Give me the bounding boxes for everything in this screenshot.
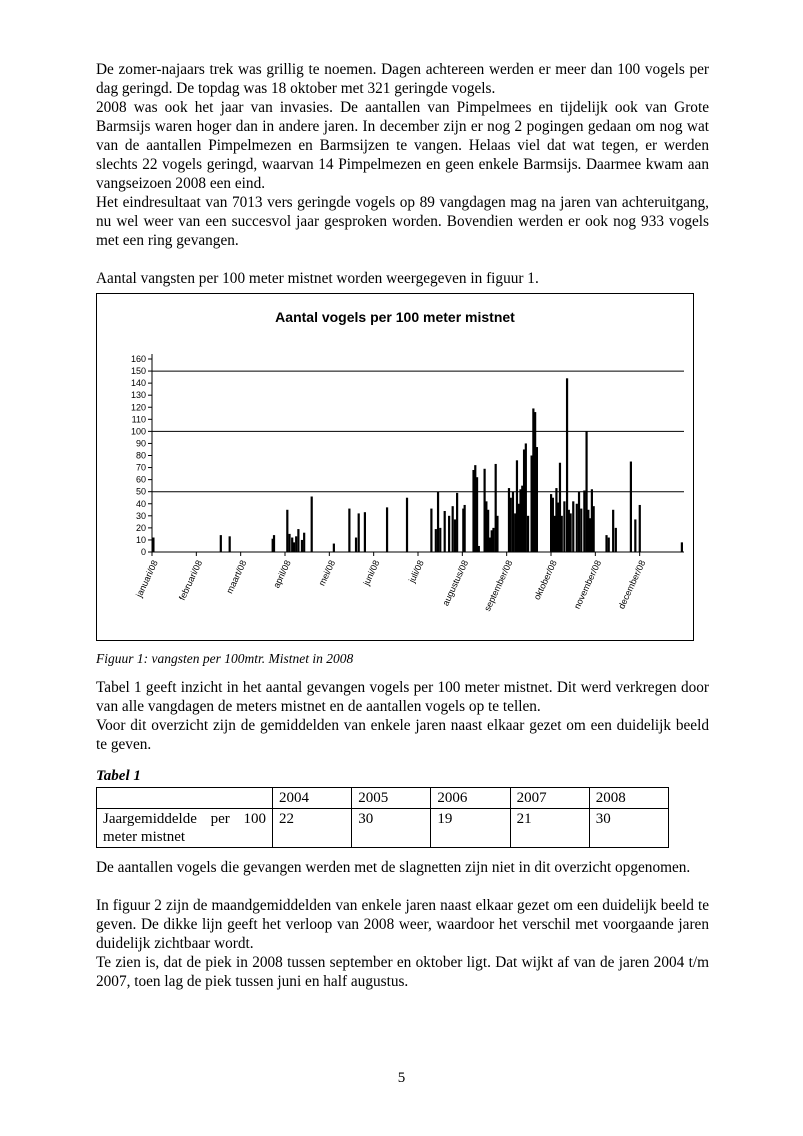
- y-tick-label: 60: [135, 474, 146, 485]
- bar: [311, 497, 313, 552]
- bar: [572, 501, 574, 552]
- bar: [576, 504, 578, 552]
- bar: [580, 509, 582, 552]
- x-tick-label: februari/08: [176, 558, 205, 602]
- bar: [452, 506, 454, 552]
- bar: [293, 542, 295, 552]
- x-tick-label: januari/08: [134, 558, 160, 599]
- bar: [634, 519, 636, 552]
- bar: [510, 498, 512, 552]
- y-tick-label: 50: [135, 486, 146, 497]
- bar: [608, 538, 610, 552]
- page-content: [96, 60, 709, 991]
- bar: [333, 544, 335, 552]
- bar: [527, 516, 529, 552]
- table-value-cell: 22: [273, 809, 352, 848]
- x-tick-label: december/08: [616, 558, 648, 611]
- y-tick-label: 160: [130, 354, 146, 364]
- bar: [563, 501, 565, 552]
- table-corner-cell: [97, 788, 273, 809]
- table-year-cell: 2008: [589, 788, 668, 809]
- table-value-cell: 30: [352, 809, 431, 848]
- y-tick-label: 140: [130, 378, 146, 389]
- y-tick-label: 150: [130, 366, 146, 377]
- paragraph: De zomer-najaars trek was grillig te noemen. Dagen achtereen werden er meer dan 100 vogels per dag geringd. De topdag was 18 oktober met 321 geringde vogels.: [96, 61, 709, 97]
- bar: [536, 447, 538, 552]
- y-tick-label: 10: [135, 534, 146, 545]
- table-title: Tabel 1: [96, 768, 141, 784]
- bar: [406, 498, 408, 552]
- bar: [476, 477, 478, 552]
- y-tick-label: 90: [135, 438, 146, 449]
- bar: [612, 510, 614, 552]
- bar: [358, 513, 360, 552]
- bar: [295, 536, 297, 552]
- bar: [492, 528, 494, 552]
- bar: [348, 509, 350, 552]
- bar: [583, 490, 585, 552]
- table-year-cell: 2004: [273, 788, 352, 809]
- table-row: [97, 809, 669, 848]
- paragraph: Voor dit overzicht zijn de gemiddelden van enkele jaren naast elkaar gezet om een duidelijk beeld te geven.: [96, 717, 709, 753]
- bar: [286, 510, 288, 552]
- bar: [578, 492, 580, 552]
- y-tick-label: 120: [130, 402, 146, 413]
- bar: [605, 535, 607, 552]
- bar: [570, 513, 572, 552]
- averages-table: [96, 787, 669, 848]
- bar: [593, 506, 595, 552]
- bar: [496, 516, 498, 552]
- table-value-cell: 19: [431, 809, 510, 848]
- y-tick-label: 20: [135, 522, 146, 533]
- table-value-cell: 21: [510, 809, 589, 848]
- bar: [444, 511, 446, 552]
- x-tick-label: november/08: [571, 558, 604, 611]
- chart-title: Aantal vogels per 100 meter mistnet: [275, 309, 515, 325]
- paragraph: De aantallen vogels die gevangen werden met de slagnetten zijn niet in dit overzicht opgenomen.: [96, 859, 691, 876]
- bar: [439, 528, 441, 552]
- y-tick-label: 100: [130, 426, 146, 437]
- bar: [303, 533, 305, 552]
- x-tick-label: april/08: [271, 558, 293, 590]
- bar: [386, 507, 388, 552]
- bar: [301, 540, 303, 552]
- bar: [448, 516, 450, 552]
- x-tick-label: mei/08: [316, 558, 338, 588]
- y-tick-label: 30: [135, 510, 146, 521]
- bar: [525, 443, 527, 552]
- bar: [297, 529, 299, 552]
- paragraph: Tabel 1 geeft inzicht in het aantal gevangen vogels per 100 meter mistnet. Dit werd verkregen door van alle vangdagen de meters mistnet en de aantallen vogels op te tellen.: [96, 679, 709, 715]
- x-tick-label: juni/08: [361, 558, 382, 587]
- bar: [615, 528, 617, 552]
- y-tick-label: 130: [130, 390, 146, 401]
- bar: [630, 462, 632, 552]
- y-tick-label: 110: [131, 414, 146, 425]
- bar: [454, 519, 456, 552]
- bar: [478, 546, 480, 552]
- bar: [561, 516, 563, 552]
- bar: [512, 492, 514, 552]
- y-tick-label: 70: [135, 462, 146, 473]
- bar: [364, 512, 366, 552]
- bar: [152, 538, 154, 552]
- table-year-cell: 2005: [352, 788, 431, 809]
- x-tick-label: juli/08: [406, 558, 426, 585]
- paragraph: Het eindresultaat van 7013 vers geringde vogels op 89 vangdagen mag na jaren van achteruitgang, nu wel weer van een succesvol jaar gesproken worden. Bovendien werden er ook nog 933 vogels met een ring gevangen.: [96, 194, 709, 249]
- bar: [288, 534, 290, 552]
- figure-1-chart: [96, 293, 694, 641]
- bar: [273, 535, 275, 552]
- bar: [355, 538, 357, 552]
- bar: [456, 493, 458, 552]
- page-number: 5: [397, 1070, 406, 1086]
- bar: [681, 542, 683, 552]
- table-value-cell: 30: [589, 809, 668, 848]
- y-tick-label: 80: [135, 450, 146, 461]
- figure-intro: Aantal vangsten per 100 meter mistnet worden weergegeven in figuur 1.: [96, 270, 539, 287]
- paragraph: Te zien is, dat de piek in 2008 tussen september en oktober ligt. Dat wijkt af van de jaren 2004 t/m 2007, toen lag de piek tussen juni en half augustus.: [96, 954, 709, 990]
- y-tick-label: 40: [135, 498, 146, 509]
- bar: [437, 492, 439, 552]
- x-tick-label: oktober/08: [531, 558, 559, 602]
- x-tick-label: september/08: [482, 558, 515, 613]
- table-year-cell: 2007: [510, 788, 589, 809]
- bar-chart-svg: [97, 294, 693, 640]
- y-tick-label: 0: [140, 547, 146, 557]
- paragraph: In figuur 2 zijn de maandgemiddelden van enkele jaren naast elkaar gezet om een duidelijk beeld te geven. De dikke lijn geeft het verloop van 2008 weer, waardoor het verschil met voorgaande jaren duidelijk zichtbaar wordt.: [96, 897, 709, 952]
- table-row-label: Jaargemiddelde per 100 meter mistnet: [97, 809, 273, 848]
- bar: [430, 509, 432, 552]
- bar: [229, 536, 231, 552]
- bar: [435, 529, 437, 552]
- bar: [464, 505, 466, 552]
- table-header-row: [97, 788, 669, 809]
- bar: [220, 535, 222, 552]
- bar: [639, 505, 641, 552]
- x-tick-label: maart/08: [224, 558, 249, 596]
- x-tick-label: augustus/08: [440, 558, 471, 608]
- figure-caption: Figuur 1: vangsten per 100mtr. Mistnet in 2008: [96, 651, 354, 666]
- table-year-cell: 2006: [431, 788, 510, 809]
- paragraph: 2008 was ook het jaar van invasies. De aantallen van Pimpelmees en tijdelijk ook van Grote Barmsijs waren hoger dan in andere jaren. In december zijn er nog 2 pogingen gedaan om nog wat van de aantallen Pimpelmezen en Barmsijzen te vangen. Helaas viel dat wat tegen, er werden slechts 22 vogels geringd, waarvan 14 Pimpelmezen en geen enkele Barmsijs. Daarmee kwam aan vangseizoen 2008 een eind.: [96, 99, 709, 192]
